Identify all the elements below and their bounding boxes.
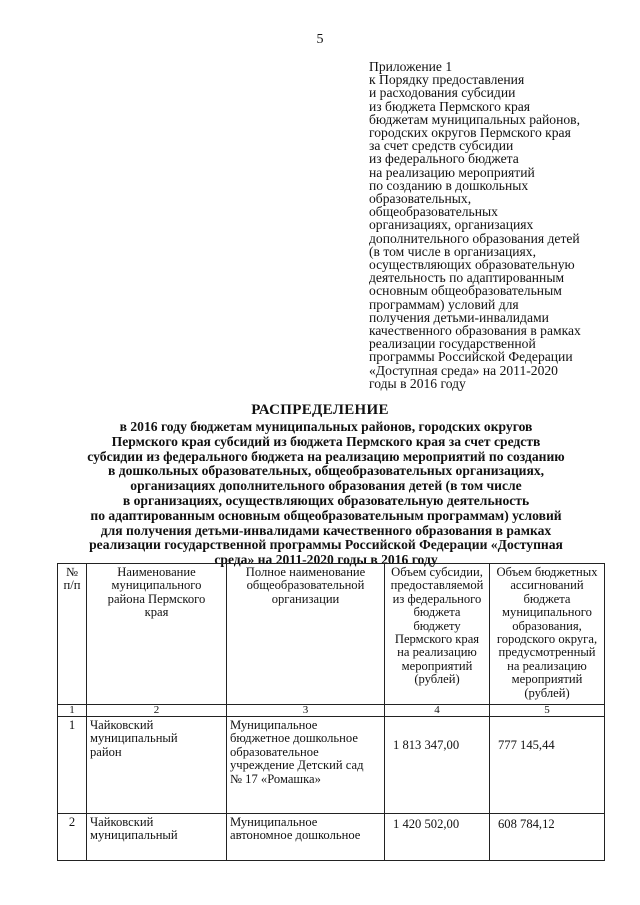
appendix-line: из федерального бюджета [369,151,519,167]
cell-line: учреждение Детский сад [230,758,364,773]
appendix-line: качественного образования в рамках [369,323,581,339]
column-number-row [58,705,605,717]
cell-line: Муниципальное [230,718,318,732]
appendix-line: программы Российской Федерации [369,349,573,365]
cell-line: общеобразовательной [246,578,365,593]
row-organization [227,717,385,814]
cell-line: ассигнований [510,578,584,593]
cell-line: муниципального [502,605,592,620]
header-cell-subsidy [385,564,490,705]
cell-line: Объем субсидии, [391,565,483,579]
appendix-line: дополнительного образования детей [369,230,580,246]
cell-line: бюджета [413,605,461,620]
column-number: 5 [490,705,605,717]
appendix-line: «Доступная среда» на 2011-2020 [369,362,558,378]
cell-line: Пермского края [394,632,480,647]
row-subsidy: 1 813 347,00 [385,717,490,814]
subtitle-line: среда» на 2011-2020 годы в 2016 году [214,552,438,568]
cell-line: из федерального [392,591,482,606]
row-budget: 608 784,12 [490,814,605,861]
appendix-line: годы в 2016 году [369,375,466,391]
cell-line: муниципального [111,578,202,593]
row-subsidy: 1 420 502,00 [385,814,490,861]
header-cell-organization [227,564,385,705]
column-number: 1 [58,705,87,717]
cell-line: № [65,565,79,579]
document-subtitle [40,420,612,568]
cell-line: края [144,605,169,620]
appendix-note [369,60,599,390]
appendix-line: к Порядку предоставления [369,72,525,88]
appendix-line: и расходования субсидии [369,85,516,101]
appendix-line: бюджетам муниципальных районов, [369,111,580,127]
appendix-line: на реализацию мероприятий [369,164,535,180]
cell-line: (рублей) [524,685,570,700]
table-header-row [58,564,605,705]
appendix-line: получения детьми-инвалидами [369,309,549,325]
row-district [87,717,227,814]
cell-line: образования, [512,618,582,633]
cell-line: мероприятий [401,658,473,673]
cell-line: бюджета [523,591,571,606]
row-number: 2 [58,814,87,861]
appendix-line: за счет средств субсидии [369,138,514,154]
cell-line: на реализацию [397,645,477,660]
subtitle-line: в 2016 году бюджетам муниципальных районов, городских округов [119,419,533,434]
cell-line: (рублей) [414,672,460,687]
cell-line: образовательное [230,744,319,759]
appendix-line: городских округов Пермского края [369,125,571,141]
row-number: 1 [58,717,87,814]
table-row [58,717,605,814]
distribution-table [57,563,605,861]
cell-line: городского округа, [496,632,598,647]
appendix-line: образовательных, [369,191,472,207]
cell-line: муниципальный [90,828,178,843]
cell-line: п/п [63,578,81,593]
cell-line: Объем бюджетных [496,565,598,579]
appendix-line: программам) условий для [369,296,519,312]
cell-line: муниципальный [90,731,178,746]
appendix-line: основным общеобразовательным [369,283,562,299]
cell-line: Полное наименование [245,565,366,579]
row-organization [227,814,385,861]
cell-line: предоставляемой [390,578,484,593]
column-number: 2 [87,705,227,717]
subtitle-line: в организациях, осуществляющих образовательную деятельность [122,492,530,508]
appendix-line: деятельность по адаптированным [369,270,565,286]
appendix-line: по созданию в дошкольных [369,177,529,193]
header-cell-district [87,564,227,705]
table-row [58,814,605,861]
cell-line: Муниципальное [230,815,318,829]
cell-line: район [90,744,122,759]
cell-line: Чайковский [90,718,154,732]
document-heading: РАСПРЕДЕЛЕНИЕ [251,402,389,418]
appendix-line: организациях, организациях [369,217,534,233]
row-budget: 777 145,44 [490,717,605,814]
subtitle-line: реализации государственной программы Российской Федерации «Доступная [89,537,563,553]
appendix-line: общеобразовательных [369,204,498,220]
cell-line: бюджетное дошкольное [230,731,358,746]
appendix-line: Приложение 1 [369,59,453,74]
appendix-line: из бюджета Пермского края [369,98,531,114]
page-number: 5 [316,32,324,47]
subtitle-line: организациях дополнительного образования детей (в том числе [130,478,522,494]
subtitle-line: в дошкольных образовательных, общеобразовательных организациях, [107,463,545,479]
cell-line: Чайковский [90,815,154,829]
cell-line: мероприятий [511,672,583,687]
appendix-line: (в том числе в организациях, [369,243,536,259]
subtitle-line: по адаптированным основным общеобразовательным программам) условий [90,507,562,523]
cell-line: № 17 «Ромашка» [230,771,321,786]
column-number: 3 [227,705,385,717]
column-number: 4 [385,705,490,717]
cell-line: автономное дошкольное [230,828,361,843]
cell-line: Наименование [117,565,196,579]
header-cell-number [58,564,87,705]
appendix-line: реализации государственной [369,336,536,352]
subtitle-line: субсидии из федерального бюджета на реализацию мероприятий по созданию [87,448,565,464]
cell-line: района Пермского [107,591,206,606]
cell-line: предусмотренный [498,645,596,660]
appendix-line: осуществляющих образовательную [369,257,575,273]
subtitle-line: для получения детьми-инвалидами качественного образования в рамках [100,522,552,538]
cell-line: организации [271,591,340,606]
subtitle-line: Пермского края субсидий из бюджета Пермского края за счет средств [111,433,541,449]
header-cell-budget [490,564,605,705]
cell-line: на реализацию [507,658,587,673]
row-district [87,814,227,861]
cell-line: бюджету [413,618,461,633]
